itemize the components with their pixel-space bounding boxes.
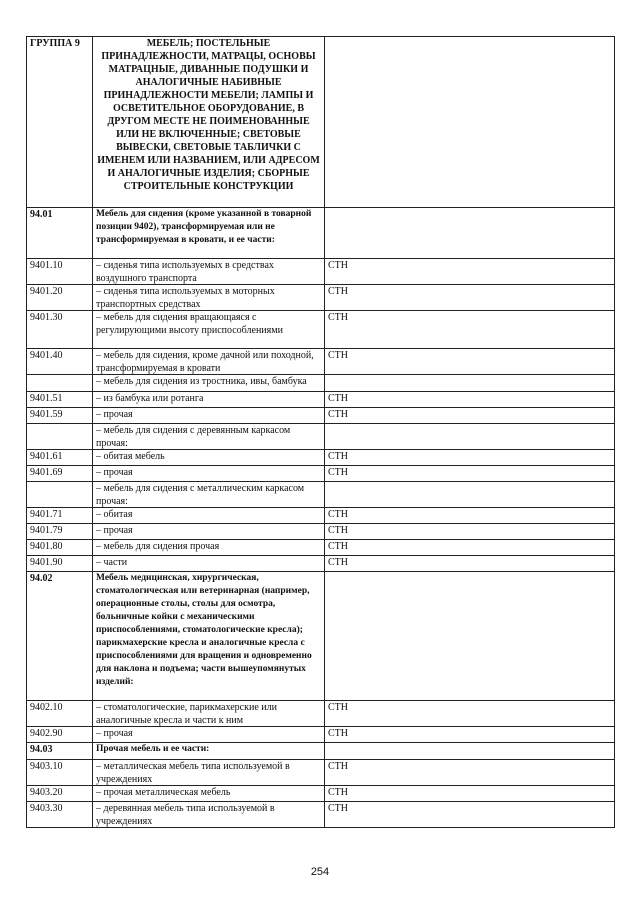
status-cell: СТН (325, 508, 615, 524)
heading-row (27, 743, 615, 760)
table-row (27, 450, 615, 466)
table-row (27, 760, 615, 786)
table-row (27, 424, 615, 450)
status-cell: СТН (325, 802, 615, 828)
table-row (27, 408, 615, 424)
description-cell (93, 349, 325, 375)
table-row (27, 392, 615, 408)
description-text: – деревянная мебель типа используемой в учреждениях (96, 803, 275, 827)
code-cell: 94.03 (27, 743, 93, 760)
table-row (27, 556, 615, 572)
status-cell: СТН (325, 285, 615, 311)
description-text: – прочая (96, 728, 133, 739)
status-cell (325, 375, 615, 392)
group-title (93, 37, 325, 208)
description-cell (93, 540, 325, 556)
status-cell (325, 743, 615, 760)
table-row (27, 524, 615, 540)
table-row (27, 508, 615, 524)
description-text: – мебель для сидения с деревянным каркасом прочая: (96, 425, 291, 449)
description-text: – прочая металлическая мебель (96, 787, 231, 798)
code-cell: 9401.30 (27, 311, 93, 349)
table-row (27, 727, 615, 743)
description-text: – мебель для сидения с металлическим каркасом прочая: (96, 483, 305, 507)
status-cell: СТН (325, 540, 615, 556)
description-cell (93, 311, 325, 349)
code-cell: 9403.20 (27, 786, 93, 802)
code-cell: 9401.51 (27, 392, 93, 408)
description-text: – из бамбука или ротанга (96, 393, 204, 404)
code-cell: 9401.40 (27, 349, 93, 375)
description-text: Мебель медицинская, хирургическая, стоматологическая или ветеринарная (например, операционные столы, столы для осмотра, больничные койки с механическими приспособлениями, стоматологические кресла); парикмахерские кресла и аналогичные кресла с приспособлениями для вращения и одновременно для наклона и подъема; части вышеупомянутых изделий: (96, 573, 312, 687)
code-cell: 9401.79 (27, 524, 93, 540)
code-cell: 9403.10 (27, 760, 93, 786)
description-text: Мебель для сидения (кроме указанной в товарной позиции 9402), трансформируемая или не трансформируемая в кровати, и ее части: (96, 209, 312, 245)
description-text: – мебель для сидения из тростника, ивы, бамбука (96, 376, 307, 387)
table-row (27, 375, 615, 392)
table-row (27, 540, 615, 556)
description-text: – мебель для сидения, кроме дачной или походной, трансформируемая в кровати (96, 350, 314, 374)
description-cell (93, 392, 325, 408)
table-row (27, 802, 615, 828)
code-cell: 94.01 (27, 208, 93, 259)
description-text: – части (96, 557, 128, 568)
heading-row (27, 208, 615, 259)
table-row (27, 259, 615, 285)
page-number: 254 (310, 866, 330, 878)
code-cell: 9401.69 (27, 466, 93, 482)
code-cell: 9401.20 (27, 285, 93, 311)
description-text: – металлическая мебель типа используемой в учреждениях (96, 761, 290, 785)
description-cell (93, 508, 325, 524)
status-cell (325, 572, 615, 701)
heading-row (27, 572, 615, 701)
group-header-row (27, 37, 615, 208)
description-cell (93, 424, 325, 450)
status-cell: СТН (325, 786, 615, 802)
status-cell (325, 208, 615, 259)
status-cell: СТН (325, 466, 615, 482)
description-cell (93, 482, 325, 508)
description-cell (93, 786, 325, 802)
status-cell: СТН (325, 524, 615, 540)
status-cell: СТН (325, 392, 615, 408)
table-row (27, 349, 615, 375)
description-cell (93, 701, 325, 727)
status-cell: СТН (325, 701, 615, 727)
description-cell (93, 285, 325, 311)
status-cell: СТН (325, 727, 615, 743)
tariff-table (26, 36, 615, 828)
table-row (27, 311, 615, 349)
table-row (27, 482, 615, 508)
description-cell (93, 375, 325, 392)
description-cell (93, 727, 325, 743)
table-row (27, 701, 615, 727)
table-row (27, 285, 615, 311)
description-text: – обитая (96, 509, 133, 520)
group-title-text: МЕБЕЛЬ; ПОСТЕЛЬНЫЕ ПРИНАДЛЕЖНОСТИ, МАТРАЦЫ, ОСНОВЫ МАТРАЦНЫЕ, ДИВАННЫЕ ПОДУШКИ И АНАЛОГИЧНЫЕ НАБИВНЫЕ ПРИНАДЛЕЖНОСТИ МЕБЕЛИ; ЛАМПЫ И ОСВЕТИТЕЛЬНОЕ ОБОРУДОВАНИЕ, В ДРУГОМ МЕСТЕ НЕ ПОИМЕНОВАННЫЕ ИЛИ НЕ ВКЛЮЧЕННЫЕ; СВЕТОВЫЕ ВЫВЕСКИ, СВЕТОВЫЕ ТАБЛИЧКИ С ИМЕНЕМ ИЛИ НАЗВАНИЕМ, ИЛИ АДРЕСОМ И АНАЛОГИЧНЫЕ ИЗДЕЛИЯ; СБОРНЫЕ СТРОИТЕЛЬНЫЕ КОНСТРУКЦИИ (97, 38, 320, 192)
status-cell (325, 482, 615, 508)
code-cell (27, 482, 93, 508)
code-cell (27, 375, 93, 392)
status-cell: СТН (325, 450, 615, 466)
status-cell: СТН (325, 311, 615, 349)
description-text: – прочая (96, 409, 133, 420)
tariff-table-body (27, 37, 615, 828)
code-cell: 9401.10 (27, 259, 93, 285)
description-cell (93, 450, 325, 466)
code-cell: 9401.71 (27, 508, 93, 524)
description-text: Прочая мебель и ее части: (96, 744, 210, 754)
description-cell (93, 524, 325, 540)
group-status (325, 37, 615, 208)
code-cell: 94.02 (27, 572, 93, 701)
table-row (27, 786, 615, 802)
description-cell (93, 466, 325, 482)
code-cell: 9401.59 (27, 408, 93, 424)
description-text: – сиденья типа используемых в моторных транспортных средствах (96, 286, 275, 310)
description-text: – мебель для сидения вращающаяся с регулирующими высоту приспособлениями (96, 312, 283, 336)
description-cell (93, 556, 325, 572)
table-row (27, 466, 615, 482)
description-cell (93, 802, 325, 828)
description-cell (93, 760, 325, 786)
description-text: – сиденья типа используемых в средствах воздушного транспорта (96, 260, 274, 284)
description-cell (93, 208, 325, 259)
status-cell: СТН (325, 349, 615, 375)
description-cell (93, 743, 325, 760)
code-cell: 9401.61 (27, 450, 93, 466)
code-cell: 9401.90 (27, 556, 93, 572)
status-cell: СТН (325, 259, 615, 285)
description-text: – прочая (96, 467, 133, 478)
code-cell: 9402.90 (27, 727, 93, 743)
status-cell: СТН (325, 556, 615, 572)
group-code: ГРУППА 9 (27, 37, 93, 208)
description-cell (93, 572, 325, 701)
code-cell (27, 424, 93, 450)
code-cell: 9402.10 (27, 701, 93, 727)
description-cell (93, 408, 325, 424)
description-text: – прочая (96, 525, 133, 536)
code-cell: 9401.80 (27, 540, 93, 556)
status-cell: СТН (325, 760, 615, 786)
status-cell: СТН (325, 408, 615, 424)
description-text: – обитая мебель (96, 451, 165, 462)
code-cell: 9403.30 (27, 802, 93, 828)
description-text: – стоматологические, парикмахерские или аналогичные кресла и части к ним (96, 702, 277, 726)
description-cell (93, 259, 325, 285)
status-cell (325, 424, 615, 450)
description-text: – мебель для сидения прочая (96, 541, 220, 552)
